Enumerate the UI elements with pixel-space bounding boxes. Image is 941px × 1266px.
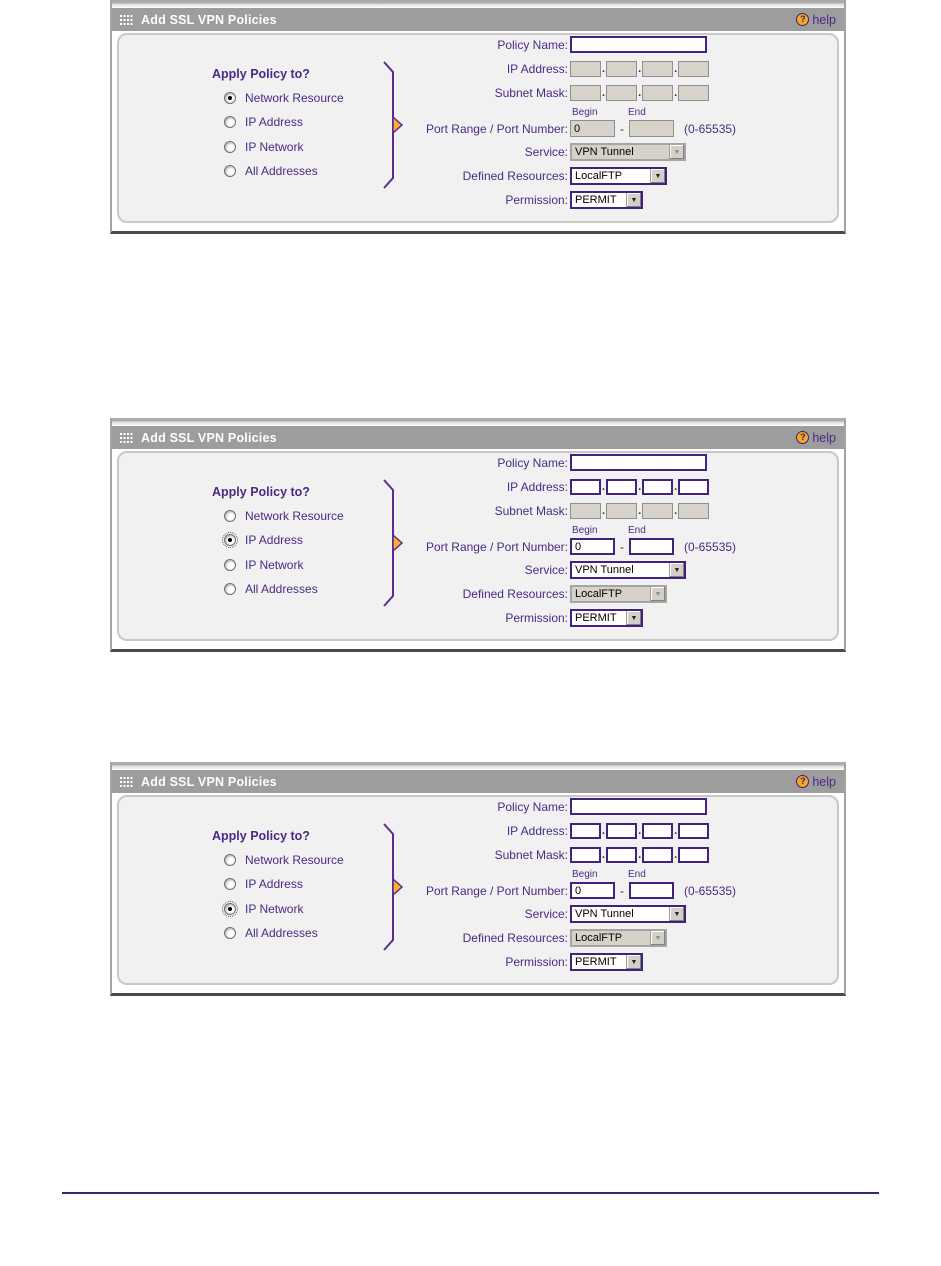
defined-resources-select[interactable] (570, 167, 667, 185)
permission-select[interactable] (570, 191, 643, 209)
defined-resources-value: LocalFTP (575, 588, 623, 600)
apply-policy-heading: Apply Policy to? (212, 67, 310, 81)
add-ssl-vpn-policies-panel (110, 762, 846, 996)
port-range-label: Port Range / Port Number: (425, 883, 568, 898)
end-label: End (628, 525, 646, 536)
apply-policy-heading: Apply Policy to? (212, 829, 310, 843)
ip-octet-input (642, 61, 673, 77)
dropdown-button[interactable] (669, 563, 684, 577)
policy-name-label: Policy Name: (497, 37, 568, 52)
end-label: End (628, 107, 646, 118)
radio-label: IP Address (245, 115, 303, 129)
radio-label: Network Resource (245, 91, 344, 105)
ip-octet-input[interactable] (642, 479, 673, 495)
panel-title: Add SSL VPN Policies (141, 774, 277, 789)
defined-resources-label: Defined Resources: (462, 931, 568, 945)
ip-octet-input[interactable] (606, 479, 637, 495)
ip-octet-input[interactable] (642, 823, 673, 839)
drag-handle-icon[interactable] (120, 15, 133, 25)
radio-label: All Addresses (245, 926, 318, 940)
subnet-octet-input (642, 85, 673, 101)
octet-separator: . (674, 825, 678, 837)
policy-name-input[interactable] (570, 798, 707, 815)
help-label[interactable]: help (812, 774, 836, 789)
service-value: VPN Tunnel (575, 908, 634, 920)
panel-header (112, 770, 844, 793)
defined-resources-label: Defined Resources: (462, 587, 568, 601)
dropdown-button[interactable] (650, 169, 665, 183)
ip-octet-input[interactable] (570, 823, 601, 839)
ip-octet-input (606, 61, 637, 77)
chevron-down-icon: ▼ (673, 910, 681, 918)
service-label: Service: (524, 563, 568, 577)
port-dash: - (620, 883, 624, 898)
ip-address-label: IP Address: (506, 62, 568, 76)
octet-separator: . (638, 63, 642, 75)
subnet-octet-input (606, 85, 637, 101)
port-range-hint: (0-65535) (684, 883, 737, 898)
end-label: End (628, 869, 646, 880)
radio-label: IP Network (245, 140, 304, 154)
apply-policy-heading: Apply Policy to? (212, 485, 310, 499)
subnet-octet-input (642, 503, 673, 519)
octet-separator: . (674, 505, 678, 517)
help-icon[interactable]: ? (796, 13, 809, 26)
dropdown-button[interactable] (626, 955, 641, 969)
panel-title: Add SSL VPN Policies (141, 12, 277, 27)
help-icon[interactable]: ? (796, 775, 809, 788)
defined-resources-select (570, 585, 667, 603)
service-label: Service: (524, 907, 568, 921)
permission-value: PERMIT (575, 612, 617, 624)
subnet-octet-input[interactable] (606, 847, 637, 863)
radio-label: All Addresses (245, 582, 318, 596)
radio-label: Network Resource (245, 509, 344, 523)
subnet-mask-label: Subnet Mask: (494, 86, 568, 100)
ip-octet-input[interactable] (678, 823, 709, 839)
service-label: Service: (524, 145, 568, 159)
add-ssl-vpn-policies-panel (110, 0, 846, 234)
octet-separator: . (602, 87, 606, 99)
service-select[interactable] (570, 905, 686, 923)
radio-label: IP Network (245, 902, 304, 916)
port-begin-input[interactable]: 0 (570, 882, 615, 899)
dropdown-button[interactable] (669, 907, 684, 921)
page-footer-rule (62, 1192, 879, 1194)
chevron-down-icon: ▼ (630, 614, 638, 622)
chevron-down-icon: ▼ (654, 172, 662, 180)
octet-separator: . (674, 481, 678, 493)
chevron-down-icon: ▼ (654, 590, 662, 598)
port-end-input[interactable] (629, 882, 674, 899)
defined-resources-value: LocalFTP (575, 932, 623, 944)
octet-separator: . (638, 481, 642, 493)
subnet-octet-input[interactable] (642, 847, 673, 863)
permission-select[interactable] (570, 953, 643, 971)
octet-separator: . (602, 825, 606, 837)
begin-label: Begin (572, 869, 598, 880)
dropdown-button[interactable] (669, 145, 684, 159)
octet-separator: . (638, 87, 642, 99)
add-ssl-vpn-policies-panel (110, 418, 846, 652)
radio-label: All Addresses (245, 164, 318, 178)
policy-name-label: Policy Name: (497, 799, 568, 814)
octet-separator: . (602, 849, 606, 861)
panel-header (112, 8, 844, 31)
octet-separator: . (602, 505, 606, 517)
service-value: VPN Tunnel (575, 564, 634, 576)
permission-value: PERMIT (575, 194, 617, 206)
service-select[interactable] (570, 561, 686, 579)
port-dash: - (620, 121, 624, 136)
octet-separator: . (638, 825, 642, 837)
help-link[interactable] (796, 13, 836, 27)
radio-label: IP Address (245, 533, 303, 547)
help-label[interactable]: help (812, 430, 836, 445)
chevron-down-icon: ▼ (654, 934, 662, 942)
begin-label: Begin (572, 107, 598, 118)
octet-separator: . (674, 849, 678, 861)
port-range-label: Port Range / Port Number: (425, 121, 568, 136)
permission-value: PERMIT (575, 956, 617, 968)
chevron-down-icon: ▼ (630, 196, 638, 204)
permission-select[interactable] (570, 609, 643, 627)
permission-label: Permission: (505, 193, 568, 207)
ip-address-label: IP Address: (506, 480, 568, 494)
port-range-hint: (0-65535) (684, 539, 737, 554)
ip-octet-input[interactable] (606, 823, 637, 839)
help-link[interactable] (796, 431, 836, 445)
policy-name-label: Policy Name: (497, 455, 568, 470)
port-dash: - (620, 539, 624, 554)
port-range-label: Port Range / Port Number: (425, 539, 568, 554)
subnet-octet-input (678, 85, 709, 101)
service-value: VPN Tunnel (575, 146, 634, 158)
dropdown-button[interactable] (626, 193, 641, 207)
dropdown-button[interactable] (650, 587, 665, 601)
chevron-down-icon: ▼ (630, 958, 638, 966)
ip-octet-input[interactable] (570, 479, 601, 495)
begin-label: Begin (572, 525, 598, 536)
port-end-input (629, 120, 674, 137)
subnet-octet-input (606, 503, 637, 519)
radio-label: IP Address (245, 877, 303, 891)
ip-octet-input (678, 61, 709, 77)
defined-resources-value: LocalFTP (575, 170, 623, 182)
ip-address-label: IP Address: (506, 824, 568, 838)
octet-separator: . (638, 849, 642, 861)
panel-top-edge (112, 762, 844, 770)
service-select (570, 143, 686, 161)
octet-separator: . (674, 87, 678, 99)
subnet-octet-input (570, 85, 601, 101)
dropdown-button[interactable] (650, 931, 665, 945)
subnet-octet-input (678, 503, 709, 519)
octet-separator: . (602, 63, 606, 75)
port-begin-input[interactable]: 0 (570, 538, 615, 555)
drag-handle-icon[interactable] (120, 777, 133, 787)
ip-octet-input (570, 61, 601, 77)
port-end-input[interactable] (629, 538, 674, 555)
permission-label: Permission: (505, 611, 568, 625)
panel-top-edge (112, 0, 844, 8)
octet-separator: . (638, 505, 642, 517)
dropdown-button[interactable] (626, 611, 641, 625)
port-begin-input: 0 (570, 120, 615, 137)
panel-top-edge (112, 418, 844, 426)
panel-header (112, 426, 844, 449)
help-icon[interactable]: ? (796, 431, 809, 444)
chevron-down-icon: ▼ (673, 148, 681, 156)
subnet-mask-label: Subnet Mask: (494, 848, 568, 862)
ip-octet-input[interactable] (678, 479, 709, 495)
help-link[interactable] (796, 775, 836, 789)
radio-label: Network Resource (245, 853, 344, 867)
port-range-hint: (0-65535) (684, 121, 737, 136)
policy-name-input[interactable] (570, 36, 707, 53)
policy-name-input[interactable] (570, 454, 707, 471)
subnet-octet-input[interactable] (678, 847, 709, 863)
subnet-octet-input (570, 503, 601, 519)
defined-resources-select (570, 929, 667, 947)
drag-handle-icon[interactable] (120, 433, 133, 443)
panel-title: Add SSL VPN Policies (141, 430, 277, 445)
radio-label: IP Network (245, 558, 304, 572)
subnet-octet-input[interactable] (570, 847, 601, 863)
help-label[interactable]: help (812, 12, 836, 27)
defined-resources-label: Defined Resources: (462, 169, 568, 183)
octet-separator: . (602, 481, 606, 493)
chevron-down-icon: ▼ (673, 566, 681, 574)
octet-separator: . (674, 63, 678, 75)
subnet-mask-label: Subnet Mask: (494, 504, 568, 518)
permission-label: Permission: (505, 955, 568, 969)
